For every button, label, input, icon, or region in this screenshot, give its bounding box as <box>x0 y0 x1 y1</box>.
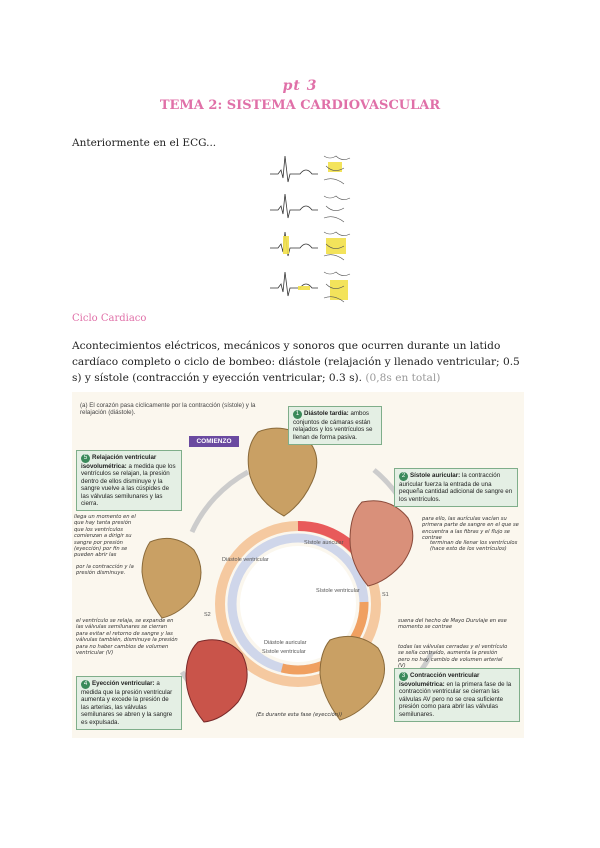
description-paragraph <box>72 338 532 386</box>
s2-label: S2 <box>204 612 211 618</box>
note-bottom: (Es durante esta fase (eyección)) <box>256 712 343 718</box>
cardiac-cycle-figure <box>72 392 524 738</box>
step-4-box <box>76 676 182 730</box>
step-2-number: 2 <box>399 472 408 481</box>
step-3-title: Contracción ventricular isovolumétrica: <box>399 672 480 688</box>
step-5-number: 5 <box>81 454 90 463</box>
step-2-title: Sístole auricular: <box>410 472 461 479</box>
paragraph-main: Acontecimientos eléctricos, mecánicos y sonoros que ocurren durante un latido cardíaco completo o ciclo de bombeo: diástole (relajación y llenado ventricular; 0.5 s) y sístole (contracción y eyección ventricular; 0.3 s). <box>72 340 520 384</box>
cycle-label-diastole-atrial: Diástole auricular <box>264 640 307 646</box>
note-left-bottom: el ventrículo se relaja, se expande en las válvulas semilunares se cierran para evitar el retorno de sangre y las válvulas también, disminuye la presión para no haber cambios de volumen ventricular (V) <box>76 618 178 657</box>
step-4-title: Eyección ventricular: <box>92 680 155 687</box>
step-4-number: 4 <box>81 680 90 689</box>
note-right-mid: terminan de llenar los ventrículos (hace esto de los ventrículos) <box>430 540 518 553</box>
cycle-label-diastole-ventricular: Diástole ventricular <box>222 557 269 563</box>
note-right-low1: suena del hecho de Mayo Durulaje en ese momento se contrae <box>398 618 507 631</box>
figure-caption: (a) El corazón pasa cíclicamente por la contracción (sístole) y la relajación (diástole). <box>80 402 256 417</box>
intro-text: Anteriormente en el ECG... <box>72 137 217 149</box>
paragraph-note: (0,8s en total) <box>365 372 441 384</box>
cycle-label-systole-atrial: Sístole auricular <box>304 540 344 546</box>
page-title: TEMA 2: SISTEMA CARDIOVASCULAR <box>159 98 441 113</box>
step-2-box <box>394 468 518 507</box>
start-label: COMIENZO <box>189 436 239 447</box>
step-4-text: a medida que la presión ventricular aumenta y excede la presión de las arterias, las válvulas semilunares se abren y la sangre es expulsada. <box>81 680 173 726</box>
ecg-sketch-image <box>268 152 358 312</box>
step-1-box <box>288 406 382 445</box>
step-1-text: ambos conjuntos de cámaras están relajados y los ventrículos se llenan de forma pasiva. <box>293 410 373 441</box>
cycle-label-systole-ventricular: Sístole ventricular <box>316 588 360 594</box>
step-3-box <box>394 668 520 722</box>
s1-label: S1 <box>382 592 389 598</box>
note-right-top: para ello, las aurículas vacían su primera parte de sangre en el que se encuentra a las fibras y el flujo se contrae <box>422 516 519 542</box>
step-5-text: a medida que los ventrículos se relajan, la presión dentro de ellos disminuye y la sangre vuelve a las cúspides de las válvulas semilunares y las cierra. <box>81 463 176 508</box>
step-3-number: 3 <box>399 672 408 681</box>
step-5-box <box>76 450 182 511</box>
note-left-top: llega un momento en el que hay tanta presión que los ventrículos comienzan a dirigir su sangre por presión (eyección) por fin se pueden abrir las <box>74 514 136 559</box>
cycle-label-systole-ventricular-bottom: Sístole ventricular <box>262 649 306 655</box>
step-3-text: en la primera fase de la contracción ventricular se cierran las válvulas AV pero no se crea suficiente presión como para abrir las válvulas semilunares. <box>399 681 512 718</box>
step-1-number: 1 <box>293 410 302 419</box>
step-2-text: la contracción auricular fuerza la entrada de una pequeña cantidad adicional de sangre en los ventrículos. <box>399 472 513 503</box>
note-right-low2: todas las válvulas cerradas y el ventrículo se sella contraído, aumenta la presión pero no hay cambio de volumen arterial (V) <box>398 644 508 670</box>
step-5-title: Relajación ventricular isovolumétrica: <box>81 454 157 470</box>
section-title: Ciclo Cardiaco <box>72 313 147 324</box>
step-1-title: Diástole tardía: <box>304 410 349 417</box>
part-label: pt 3 <box>282 78 318 94</box>
note-left-mid: por la contracción y la presión disminuye. <box>76 564 134 577</box>
